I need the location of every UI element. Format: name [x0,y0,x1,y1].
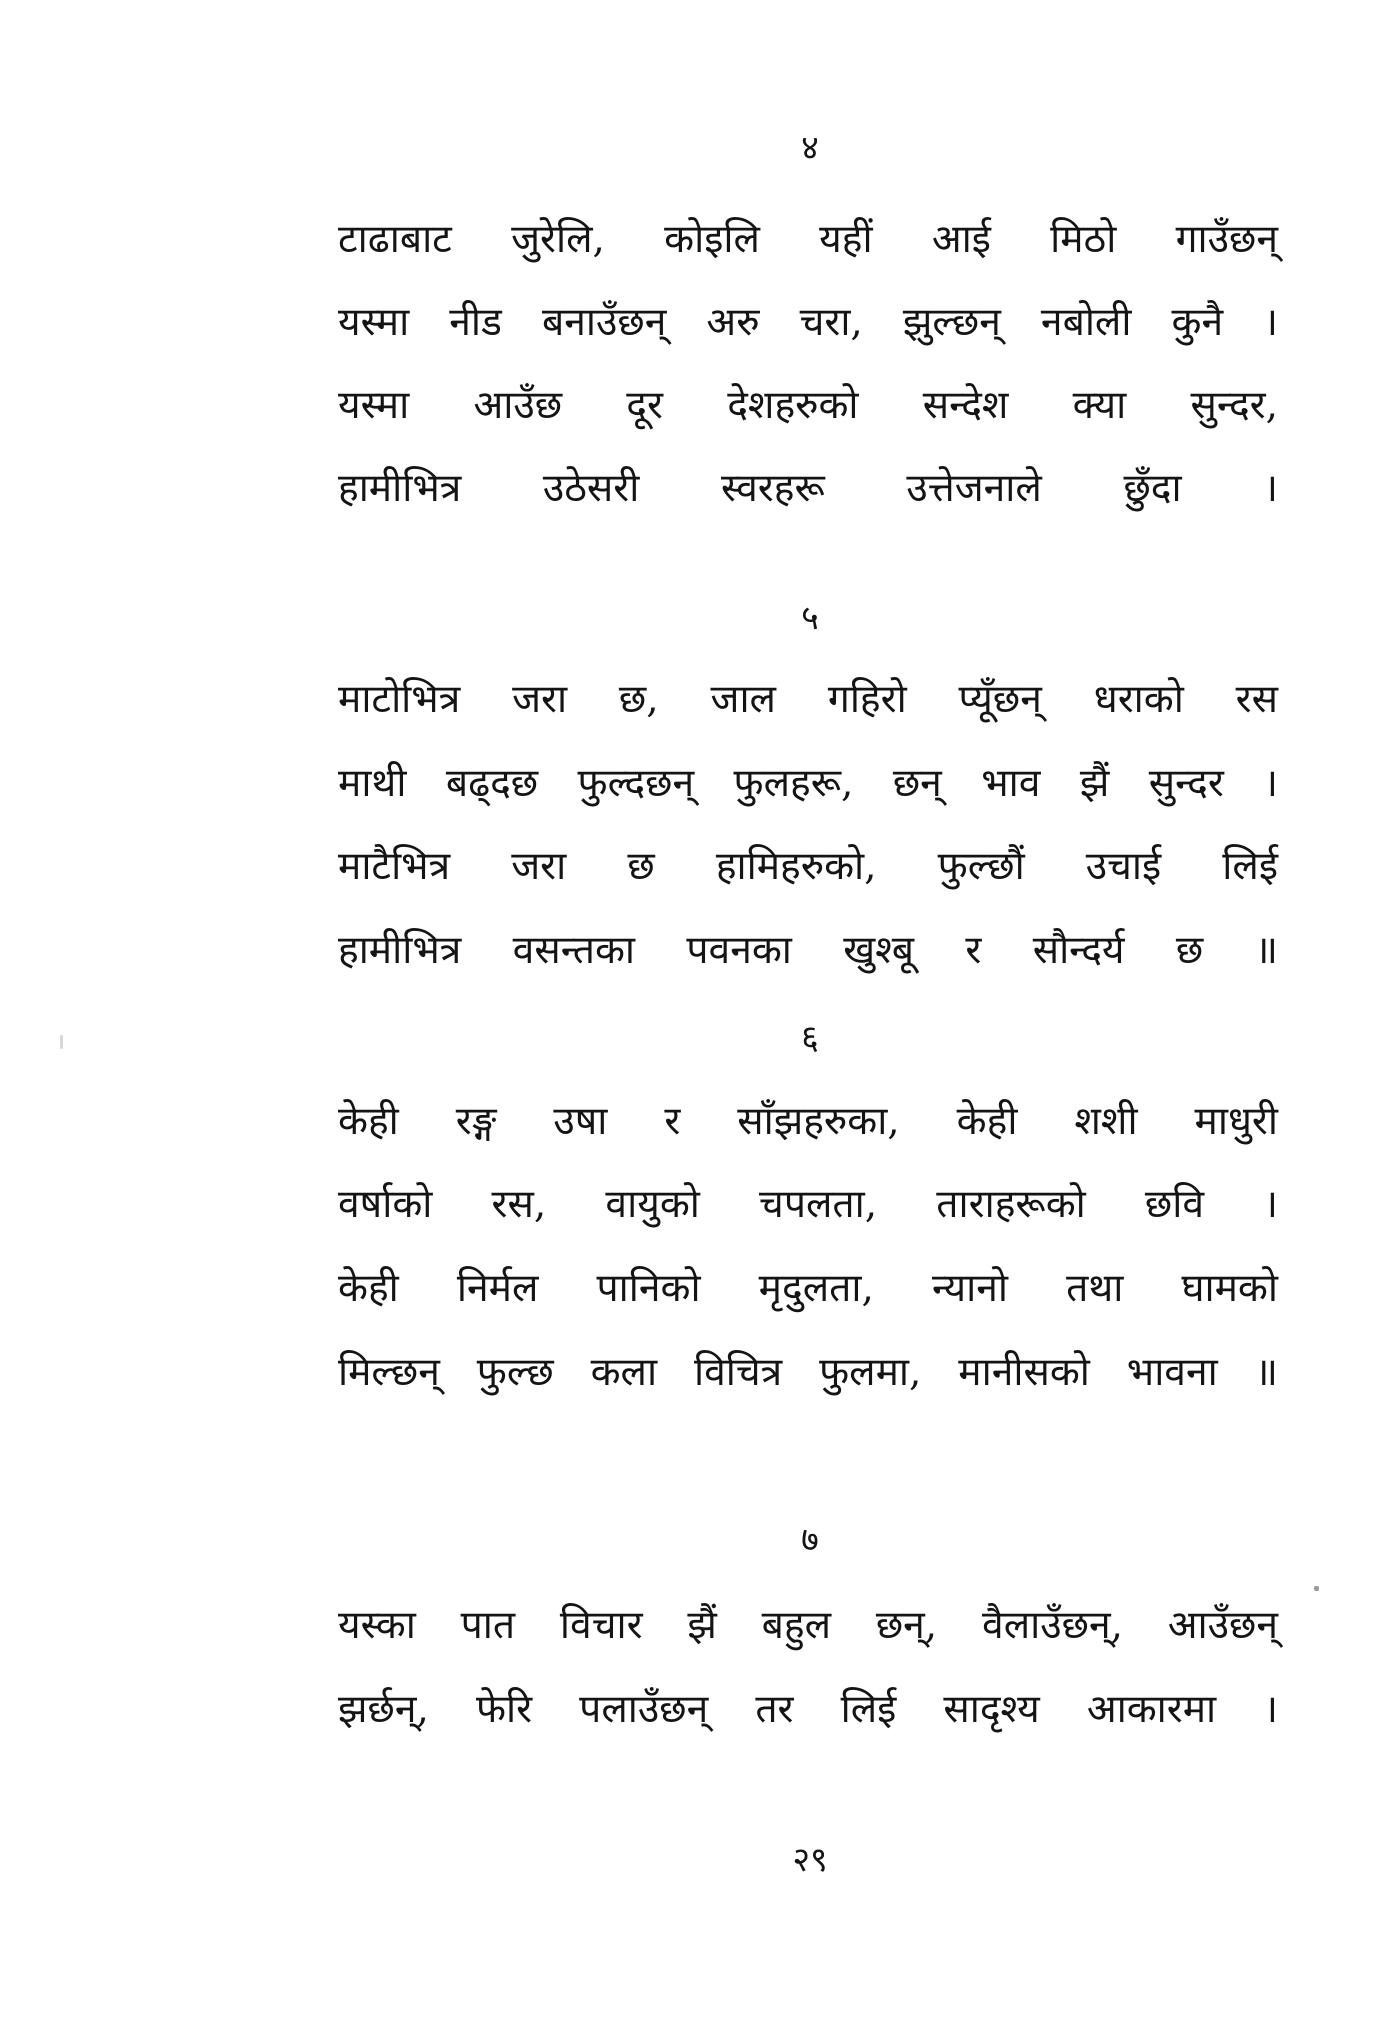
verse-line: झर्छन्, फेरि पलाउँछन् तर लिई सादृश्य आकारमा । [338,1687,1278,1732]
page-number: २९ [792,1840,828,1880]
scan-speck [60,1035,63,1049]
verse-line: माटैभित्र जरा छ हामिहरुको, फुल्छौं उचाई लिई [338,844,1278,889]
verse-line: केही रङ्ग उषा र साँझहरुका, केही शशी माधुरी [338,1099,1278,1144]
stanza-number: ६ [801,1018,819,1058]
verse-line: केही निर्मल पानिको मृदुलता, न्यानो तथा घामको [338,1266,1278,1311]
scan-speck [1314,1586,1319,1591]
verse-line: टाढाबाट जुरेलि, कोइलि यहीं आई मिठो गाउँछन् [338,217,1278,262]
verse-line: यस्का पात विचार झैं बहुल छन्, वैलाउँछन्, आउँछन् [338,1603,1278,1648]
verse-line: मिल्छन् फुल्छ कला विचित्र फुलमा, मानीसको भावना ॥ [338,1350,1278,1395]
stanza-number: ४ [801,128,819,168]
verse-line: यस्मा आउँछ दूर देशहरुको सन्देश क्या सुन्दर, [338,383,1278,428]
verse-line: माटोभित्र जरा छ, जाल गहिरो प्यूँछन् धराको रस [338,677,1278,722]
verse-line: माथी बढ्दछ फुल्दछन् फुलहरू, छन् भाव झैं सुन्दर । [338,761,1278,806]
stanza-number: ५ [801,598,819,638]
verse-line: हामीभित्र वसन्तका पवनका खुश्बू र सौन्दर्य छ ॥ [338,928,1278,973]
verse-line: हामीभित्र उठेसरी स्वरहरू उत्तेजनाले छुँदा । [338,466,1278,511]
verse-line: वर्षाको रस, वायुको चपलता, ताराहरूको छवि । [338,1182,1278,1227]
stanza-number: ७ [801,1520,819,1560]
verse-line: यस्मा नीड बनाउँछन् अरु चरा, झुल्छन् नबोली कुनै । [338,300,1278,345]
